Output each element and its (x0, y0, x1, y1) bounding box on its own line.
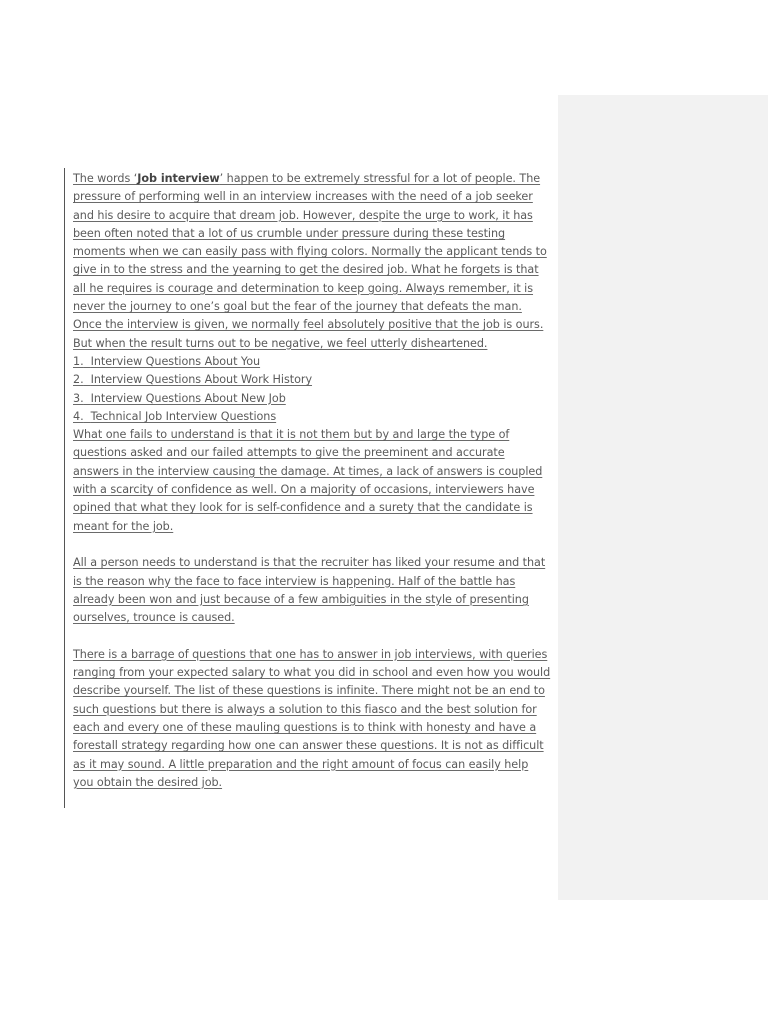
paragraph-text: All a person needs to understand is that the recruiter has liked your resume and that is the reason why the face to face interview is happening. Half of the battle has already been won and just because of a few ambiguities in the style of presenting ourselves, trounce is caused. (73, 556, 546, 625)
body-paragraph (73, 554, 551, 627)
paragraph-text: What one fails to understand is that it is not them but by and large the type of questions asked and our failed attempts to give the preeminent and accurate answers in the interview causing the damage. At times, a lack of answers is coupled with a scarcity of confidence as well. On a majority of occasions, interviewers have opined that what they look for is self-confidence and a surety that the candidate is meant for the job. (73, 428, 543, 533)
list-item (73, 390, 551, 408)
list-item-text: Interview Questions About You (90, 354, 261, 368)
document-body (73, 170, 551, 792)
intro-text-after: ’ happen to be extremely stressful for a lot of people. The pressure of performing well in an interview increases with the need of a job seeker and his desire to acquire that dream job. However, despite the urge to work, it has been often noted that a lot of us crumble under pressure during these testing moments when we can easily pass with flying colors. Normally the applicant tends to give in to the stress and the yearning to get the desired job. What he forgets is that all he requires is courage and determination to keep going. Always remember, it is never the journey to one’s goal but the fear of the journey that defeats the man. Once the interview is given, we normally feel absolutely positive that the job is ours. But when the result turns out to be negative, we feel utterly disheartened. (73, 172, 547, 350)
body-paragraph (73, 646, 551, 792)
paragraph-spacer (73, 627, 551, 645)
intro-text-before: The words ‘ (73, 172, 138, 185)
paragraph-text: There is a barrage of questions that one has to answer in job interviews, with queries ranging from your expected salary to what you did in school and even how you would describe yourself. The list of these questions is infinite. There might not be an end to such questions but there is always a solution to this fiasco and the best solution for each and every one of these mauling questions is to think with honesty and have a forestall strategy regarding how one can answer these questions. It is not as difficult as it may sound. A little preparation and the right amount of focus can easily help you obtain the desired job. (73, 647, 551, 789)
intro-paragraph (73, 170, 551, 353)
list-item-text: Interview Questions About New Job (90, 391, 286, 405)
revision-change-bar (64, 168, 65, 808)
intro-bold-term: Job interview (137, 172, 220, 185)
list-item (73, 408, 551, 426)
list-item (73, 371, 551, 389)
list-item-number: 1. (73, 354, 84, 368)
numbered-list (73, 353, 551, 426)
list-item-number: 2. (73, 373, 84, 387)
comment-pane (558, 95, 768, 900)
body-paragraph (73, 426, 551, 536)
paragraph-spacer (73, 536, 551, 554)
list-item-number: 4. (73, 409, 84, 423)
list-item (73, 353, 551, 371)
list-item-number: 3. (73, 391, 84, 405)
list-item-text: Interview Questions About Work History (90, 373, 313, 387)
list-item-text: Technical Job Interview Questions (90, 409, 277, 423)
